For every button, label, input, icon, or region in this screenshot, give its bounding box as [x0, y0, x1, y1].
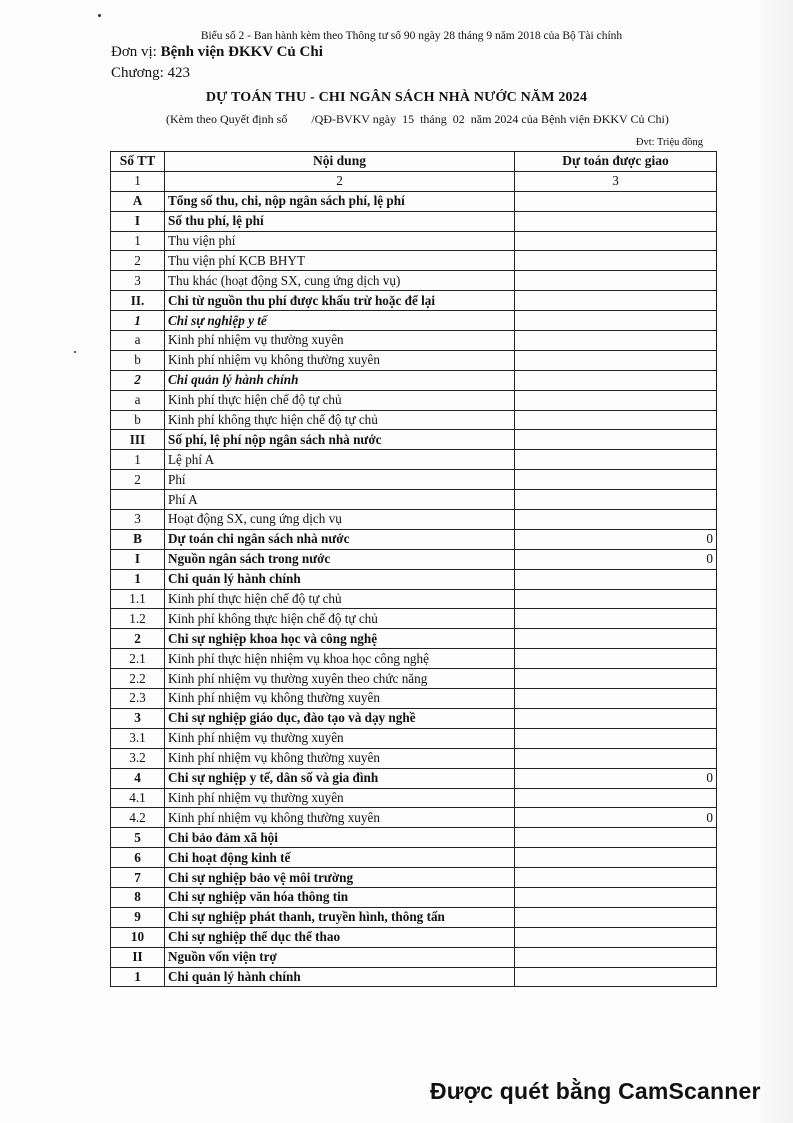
table-column-number-row [111, 171, 717, 191]
row-content-cell: Thu viện phí [165, 231, 515, 251]
column-number: 3 [515, 171, 717, 191]
chapter-line: Chương: 423 [111, 65, 190, 81]
table-row [111, 589, 717, 609]
row-content-cell: Kinh phí thực hiện nhiệm vụ khoa học công nghệ [165, 649, 515, 669]
organization-block [111, 42, 323, 84]
row-number-cell: 1 [111, 450, 165, 470]
row-number-cell: 2 [111, 470, 165, 490]
column-number: 2 [165, 171, 515, 191]
row-content-cell: Kinh phí nhiệm vụ không thường xuyên [165, 808, 515, 828]
table-row [111, 887, 717, 907]
row-number-cell: 4.2 [111, 808, 165, 828]
row-content-cell: Kinh phí nhiệm vụ không thường xuyên [165, 350, 515, 370]
row-budget-cell [515, 728, 717, 748]
row-number-cell: 6 [111, 848, 165, 868]
row-content-cell: Chi sự nghiệp văn hóa thông tin [165, 887, 515, 907]
row-budget-cell [515, 828, 717, 848]
row-number-cell: b [111, 410, 165, 430]
row-content-cell: Kinh phí nhiệm vụ không thường xuyên [165, 748, 515, 768]
row-budget-cell: 0 [515, 529, 717, 549]
row-content-cell: Kinh phí không thực hiện chế độ tự chủ [165, 410, 515, 430]
row-budget-cell [515, 331, 717, 351]
header-budget: Dự toán được giao [515, 152, 717, 172]
table-row [111, 907, 717, 927]
row-budget-cell [515, 689, 717, 709]
row-content-cell: Chi quản lý hành chính [165, 370, 515, 390]
row-number-cell: b [111, 350, 165, 370]
row-content-cell: Kinh phí nhiệm vụ thường xuyên theo chức năng [165, 669, 515, 689]
table-body [111, 191, 717, 987]
row-number-cell: 4 [111, 768, 165, 788]
row-number-cell: 2 [111, 629, 165, 649]
table-row [111, 370, 717, 390]
row-content-cell: Kinh phí nhiệm vụ thường xuyên [165, 331, 515, 351]
row-budget-cell [515, 410, 717, 430]
row-budget-cell [515, 927, 717, 947]
row-content-cell: Chi sự nghiệp phát thanh, truyền hình, thông tấn [165, 907, 515, 927]
row-budget-cell [515, 887, 717, 907]
row-content-cell: Chi từ nguồn thu phí được khấu trừ hoặc để lại [165, 291, 515, 311]
table-row [111, 689, 717, 709]
row-content-cell: Kinh phí nhiệm vụ thường xuyên [165, 728, 515, 748]
row-number-cell: 8 [111, 887, 165, 907]
scan-speck [74, 351, 76, 353]
row-number-cell: 4.1 [111, 788, 165, 808]
row-number-cell: 1 [111, 311, 165, 331]
row-budget-cell [515, 311, 717, 331]
row-number-cell: 3 [111, 510, 165, 530]
row-budget-cell [515, 510, 717, 530]
row-content-cell: Chi sự nghiệp thể dục thể thao [165, 927, 515, 947]
row-budget-cell [515, 868, 717, 888]
scan-speck [98, 14, 101, 17]
row-content-cell: Chi hoạt động kinh tế [165, 848, 515, 868]
row-budget-cell [515, 211, 717, 231]
row-budget-cell [515, 390, 717, 410]
row-number-cell: II. [111, 291, 165, 311]
row-content-cell: Thu viện phí KCB BHYT [165, 251, 515, 271]
column-number: 1 [111, 171, 165, 191]
row-budget-cell [515, 231, 717, 251]
row-budget-cell [515, 748, 717, 768]
row-content-cell: Chi sự nghiệp y tế, dân số và gia đình [165, 768, 515, 788]
table-row [111, 669, 717, 689]
document-subtitle: (Kèm theo Quyết định số /QĐ-BVKV ngày 15 tháng 02 năm 2024 của Bệnh viện ĐKKV Củ Chi) [166, 112, 669, 126]
unit-line [111, 42, 323, 63]
row-number-cell: a [111, 331, 165, 351]
row-budget-cell [515, 649, 717, 669]
row-budget-cell [515, 450, 717, 470]
row-budget-cell [515, 490, 717, 510]
row-content-cell: Hoạt động SX, cung ứng dịch vụ [165, 510, 515, 530]
row-content-cell: Chi quản lý hành chính [165, 569, 515, 589]
camscanner-watermark: Được quét bằng CamScanner [430, 1078, 761, 1104]
table-row [111, 788, 717, 808]
row-content-cell: Số thu phí, lệ phí [165, 211, 515, 231]
table-row [111, 808, 717, 828]
row-number-cell: III [111, 430, 165, 450]
row-budget-cell [515, 271, 717, 291]
table-row [111, 748, 717, 768]
table-row [111, 848, 717, 868]
row-budget-cell [515, 629, 717, 649]
table-row [111, 569, 717, 589]
row-number-cell: 3 [111, 708, 165, 728]
budget-table [110, 151, 717, 987]
document-title: DỰ TOÁN THU - CHI NGÂN SÁCH NHÀ NƯỚC NĂM 2024 [205, 90, 588, 105]
row-content-cell: Kinh phí không thực hiện chế độ tự chủ [165, 609, 515, 629]
row-number-cell: 1.2 [111, 609, 165, 629]
row-budget-cell [515, 251, 717, 271]
row-content-cell: Chi sự nghiệp khoa học và công nghệ [165, 629, 515, 649]
row-budget-cell [515, 947, 717, 967]
table-row [111, 390, 717, 410]
table-row [111, 271, 717, 291]
row-content-cell: Kinh phí nhiệm vụ không thường xuyên [165, 689, 515, 709]
row-content-cell: Chi bảo đảm xã hội [165, 828, 515, 848]
row-number-cell: I [111, 549, 165, 569]
row-content-cell: Tổng số thu, chi, nộp ngân sách phí, lệ phí [165, 191, 515, 211]
table-row [111, 211, 717, 231]
row-number-cell: A [111, 191, 165, 211]
row-budget-cell: 0 [515, 549, 717, 569]
row-content-cell: Nguồn vốn viện trợ [165, 947, 515, 967]
row-number-cell: 2.2 [111, 669, 165, 689]
row-budget-cell: 0 [515, 808, 717, 828]
table-row [111, 311, 717, 331]
table-row [111, 490, 717, 510]
table-row [111, 967, 717, 987]
circular-reference-note: Biểu số 2 - Ban hành kèm theo Thông tư số 90 ngày 28 tháng 9 năm 2018 của Bộ Tài chính [200, 30, 623, 42]
row-number-cell: a [111, 390, 165, 410]
row-budget-cell [515, 291, 717, 311]
row-number-cell: 7 [111, 868, 165, 888]
row-number-cell: 2.1 [111, 649, 165, 669]
row-content-cell: Phí [165, 470, 515, 490]
row-number-cell: 2 [111, 251, 165, 271]
table-row [111, 529, 717, 549]
row-number-cell: 5 [111, 828, 165, 848]
row-budget-cell [515, 470, 717, 490]
unit-label: Đơn vị: [111, 44, 157, 60]
table-row [111, 927, 717, 947]
table-row [111, 629, 717, 649]
row-number-cell: B [111, 529, 165, 549]
row-number-cell: II [111, 947, 165, 967]
row-content-cell: Kinh phí nhiệm vụ thường xuyên [165, 788, 515, 808]
row-content-cell: Lệ phí A [165, 450, 515, 470]
header-content: Nội dung [165, 152, 515, 172]
row-content-cell: Chi sự nghiệp giáo dục, đào tạo và dạy nghề [165, 708, 515, 728]
table-row [111, 231, 717, 251]
row-number-cell: 1 [111, 569, 165, 589]
table-row [111, 510, 717, 530]
table-row [111, 868, 717, 888]
row-number-cell: 3.1 [111, 728, 165, 748]
row-number-cell: I [111, 211, 165, 231]
row-content-cell: Chi sự nghiệp y tế [165, 311, 515, 331]
unit-of-measure: Đvt: Triệu đồng [635, 137, 703, 148]
table-row [111, 450, 717, 470]
row-budget-cell [515, 609, 717, 629]
row-budget-cell [515, 967, 717, 987]
row-number-cell: 1 [111, 967, 165, 987]
table-row [111, 470, 717, 490]
row-content-cell: Kinh phí thực hiện chế độ tự chủ [165, 589, 515, 609]
row-budget-cell [515, 708, 717, 728]
row-content-cell: Phí A [165, 490, 515, 510]
row-budget-cell [515, 788, 717, 808]
row-budget-cell [515, 350, 717, 370]
row-budget-cell [515, 669, 717, 689]
row-budget-cell [515, 848, 717, 868]
row-budget-cell [515, 569, 717, 589]
table-row [111, 291, 717, 311]
row-content-cell: Thu khác (hoạt động SX, cung ứng dịch vụ) [165, 271, 515, 291]
row-budget-cell [515, 907, 717, 927]
table-row [111, 410, 717, 430]
table-row [111, 609, 717, 629]
unit-name: Bệnh viện ĐKKV Củ Chi [160, 44, 323, 60]
table-row [111, 251, 717, 271]
table-row [111, 430, 717, 450]
row-budget-cell [515, 589, 717, 609]
row-number-cell: 3.2 [111, 748, 165, 768]
table-header-row [111, 152, 717, 172]
table-row [111, 350, 717, 370]
row-content-cell: Nguồn ngân sách trong nước [165, 549, 515, 569]
table-row [111, 549, 717, 569]
row-content-cell: Dự toán chi ngân sách nhà nước [165, 529, 515, 549]
row-budget-cell: 0 [515, 768, 717, 788]
table-row [111, 649, 717, 669]
table-row [111, 947, 717, 967]
table-row [111, 768, 717, 788]
row-number-cell: 9 [111, 907, 165, 927]
table-row [111, 191, 717, 211]
row-budget-cell [515, 191, 717, 211]
scan-edge-shadow [760, 0, 793, 1123]
row-number-cell: 1 [111, 231, 165, 251]
header-stt: Số TT [111, 152, 165, 172]
row-number-cell: 10 [111, 927, 165, 947]
row-budget-cell [515, 370, 717, 390]
table-row [111, 331, 717, 351]
row-number-cell: 2 [111, 370, 165, 390]
row-content-cell: Kinh phí thực hiện chế độ tự chủ [165, 390, 515, 410]
row-number-cell: 3 [111, 271, 165, 291]
row-content-cell: Số phí, lệ phí nộp ngân sách nhà nước [165, 430, 515, 450]
row-number-cell: 2.3 [111, 689, 165, 709]
row-budget-cell [515, 430, 717, 450]
table-row [111, 828, 717, 848]
row-number-cell: 1.1 [111, 589, 165, 609]
row-number-cell [111, 490, 165, 510]
row-content-cell: Chi sự nghiệp bảo vệ môi trường [165, 868, 515, 888]
row-content-cell: Chi quản lý hành chính [165, 967, 515, 987]
table-row [111, 708, 717, 728]
table-row [111, 728, 717, 748]
